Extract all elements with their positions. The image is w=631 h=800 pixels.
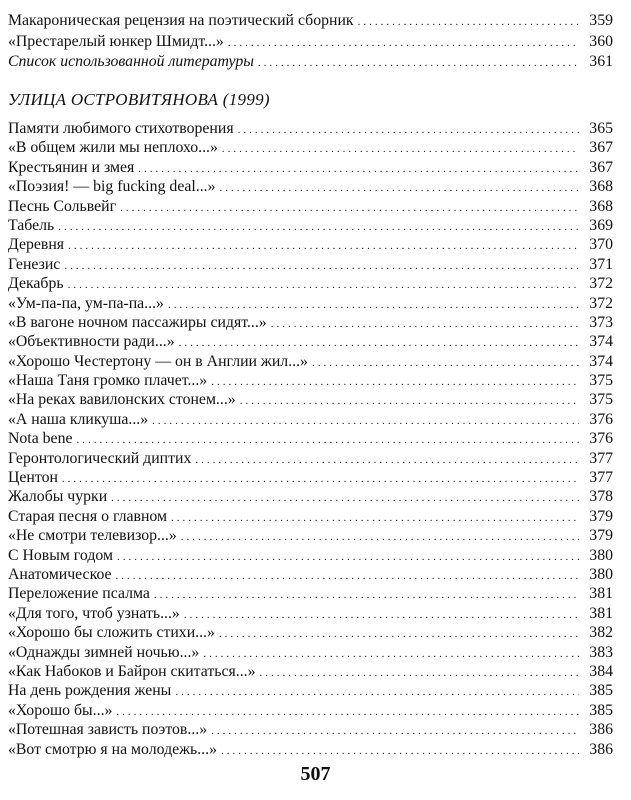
toc-entry bbox=[8, 643, 613, 662]
toc-entry-page: 367 bbox=[589, 139, 613, 157]
toc-entry-page: 385 bbox=[589, 682, 613, 700]
toc-entry-page: 377 bbox=[589, 449, 613, 467]
toc-entry-title: «Престарелый юнкер Шмидт...» bbox=[8, 32, 224, 50]
dot-leader bbox=[58, 218, 579, 237]
toc-entry-title: Табель bbox=[8, 216, 55, 234]
toc-entry-title: «Хорошо бы сложить стихи...» bbox=[8, 624, 215, 642]
toc-entry-page: 379 bbox=[589, 507, 613, 525]
toc-entry-page: 370 bbox=[589, 236, 613, 254]
toc-entry-page: 379 bbox=[589, 527, 613, 545]
dot-leader bbox=[312, 354, 579, 373]
toc-entry-title: Крестьянин и змея bbox=[8, 158, 135, 176]
dot-leader bbox=[211, 373, 579, 392]
toc-entry-title: Nota bene bbox=[8, 430, 73, 448]
toc-entry bbox=[8, 681, 613, 700]
dot-leader bbox=[68, 237, 579, 256]
toc-entry-page: 380 bbox=[589, 565, 613, 583]
toc-entry-page: 376 bbox=[589, 410, 613, 428]
toc-top-list bbox=[8, 11, 613, 73]
page-number: 507 bbox=[300, 763, 331, 785]
toc-entry-page: 359 bbox=[589, 12, 613, 29]
toc-entry-page: 381 bbox=[589, 585, 613, 603]
toc-entry-page: 371 bbox=[589, 255, 613, 273]
toc-entry-title: «Однажды зимней ночью...» bbox=[8, 643, 200, 661]
toc-entry bbox=[8, 546, 613, 565]
toc-entry-page: 365 bbox=[589, 120, 613, 137]
dot-leader bbox=[181, 528, 579, 547]
toc-entry-title: Песнь Сольвейг bbox=[8, 197, 117, 215]
toc-entry-page: 376 bbox=[589, 430, 613, 448]
toc-entry-title: «На реках вавилонских стонем...» bbox=[8, 391, 236, 409]
dot-leader bbox=[238, 121, 579, 140]
toc-entry bbox=[8, 390, 613, 409]
toc-entry-title: «Поэзия! — big fucking deal...» bbox=[8, 178, 216, 196]
toc-entry-page: 360 bbox=[589, 32, 613, 50]
toc-entry bbox=[8, 662, 613, 681]
toc-entry-title: «Хорошо Честертону — он в Англии жил...» bbox=[8, 352, 308, 370]
toc-entry bbox=[8, 216, 613, 235]
toc-entry bbox=[8, 468, 613, 487]
toc-entry bbox=[8, 158, 613, 177]
toc-entry-title: Деревня bbox=[8, 236, 65, 254]
dot-leader bbox=[116, 567, 579, 586]
toc-entry-title: «А наша кликуша...» bbox=[8, 410, 149, 428]
toc-entry-title: Макароническая рецензия на поэтический сборник bbox=[8, 12, 354, 29]
dot-leader bbox=[62, 470, 579, 489]
toc-entry-title: «Наша Таня громко плачет...» bbox=[8, 372, 208, 390]
toc-entry-page: 372 bbox=[589, 294, 613, 312]
toc-entry bbox=[8, 235, 613, 254]
toc-entry-title: «Вот смотрю я на молодежь...» bbox=[8, 740, 217, 758]
dot-leader bbox=[171, 509, 579, 528]
dot-leader bbox=[260, 664, 579, 683]
toc-entry bbox=[8, 429, 613, 448]
toc-entry-page: 384 bbox=[589, 662, 613, 680]
toc-entry-page: 372 bbox=[589, 275, 613, 293]
toc-entry bbox=[8, 52, 613, 73]
toc-entry bbox=[8, 294, 613, 313]
toc-entry-title: Геронтологический диптих bbox=[8, 449, 192, 467]
toc-entry bbox=[8, 32, 613, 53]
toc-entry bbox=[8, 177, 613, 196]
toc-entry bbox=[8, 313, 613, 332]
toc-entry bbox=[8, 119, 613, 138]
toc-entry-page: 381 bbox=[589, 604, 613, 622]
toc-entry-title: «В вагоне ночном пассажиры сидят...» bbox=[8, 313, 267, 331]
toc-entry bbox=[8, 197, 613, 216]
toc-entry-title: Жалобы чурки bbox=[8, 488, 108, 506]
toc-entry-title: «Не смотри телевизор...» bbox=[8, 527, 177, 545]
toc-entry-page: 375 bbox=[589, 372, 613, 390]
dot-leader bbox=[358, 12, 579, 33]
toc-entry bbox=[8, 352, 613, 371]
toc-entry-page: 386 bbox=[589, 740, 613, 758]
toc-entry-page: 368 bbox=[589, 178, 613, 196]
toc-entry-page: 361 bbox=[589, 53, 613, 70]
toc-entry-page: 374 bbox=[589, 333, 613, 351]
dot-leader bbox=[271, 315, 579, 334]
toc-entry-page: 378 bbox=[589, 488, 613, 506]
dot-leader bbox=[203, 645, 579, 664]
toc-entry-title: «Потешная зависть поэтов...» bbox=[8, 721, 208, 739]
dot-leader bbox=[211, 722, 579, 741]
toc-entry bbox=[8, 410, 613, 429]
toc-entry bbox=[8, 274, 613, 293]
dot-leader bbox=[64, 257, 579, 276]
toc-entry bbox=[8, 740, 613, 759]
toc-entry-title: Центон bbox=[8, 469, 58, 487]
toc-entry-title: «Для того, чтоб узнать...» bbox=[8, 604, 180, 622]
toc-entry-title: «Хорошо бы...» bbox=[8, 701, 113, 719]
toc-entry-page: 373 bbox=[589, 313, 613, 331]
toc-section-list bbox=[8, 119, 613, 759]
toc-entry bbox=[8, 487, 613, 506]
toc-entry bbox=[8, 332, 613, 351]
toc-entry-title: На день рождения жены bbox=[8, 682, 172, 700]
toc-entry bbox=[8, 255, 613, 274]
toc-entry bbox=[8, 720, 613, 739]
toc-entry bbox=[8, 701, 613, 720]
dot-leader bbox=[258, 53, 579, 74]
dot-leader bbox=[221, 742, 579, 761]
toc-entry bbox=[8, 565, 613, 584]
dot-leader bbox=[219, 625, 579, 644]
dot-leader bbox=[240, 392, 579, 411]
toc-entry-title: Старая песня о главном bbox=[8, 507, 168, 525]
toc-entry bbox=[8, 623, 613, 642]
toc-entry bbox=[8, 138, 613, 157]
toc-entry-title: Анатомическое bbox=[8, 565, 112, 583]
toc-entry-page: 377 bbox=[589, 469, 613, 487]
toc-entry-title: Генезис bbox=[8, 255, 61, 273]
toc-entry-title: Переложение псалма bbox=[8, 585, 150, 603]
toc-entry-page: 385 bbox=[589, 701, 613, 719]
toc-entry bbox=[8, 584, 613, 603]
dot-leader bbox=[111, 489, 579, 508]
toc-entry-title: Список использованной литературы bbox=[8, 53, 254, 70]
toc-entry-page: 367 bbox=[589, 158, 613, 176]
dot-leader bbox=[222, 140, 579, 159]
toc-entry bbox=[8, 371, 613, 390]
toc-entry bbox=[8, 526, 613, 545]
toc-entry bbox=[8, 11, 613, 32]
toc-entry bbox=[8, 507, 613, 526]
dot-leader bbox=[228, 33, 579, 54]
toc-entry-page: 383 bbox=[589, 643, 613, 661]
toc-entry-title: «Как Набоков и Байрон скитаться...» bbox=[8, 662, 256, 680]
dot-leader bbox=[220, 179, 580, 198]
section-heading: УЛИЦА ОСТРОВИТЯНОВА (1999) bbox=[8, 90, 270, 109]
toc-entry-page: 386 bbox=[589, 721, 613, 739]
toc-entry-page: 380 bbox=[589, 546, 613, 564]
toc-entry-title: «Ум-па-па, ум-па-па...» bbox=[8, 294, 164, 312]
toc-entry-page: 375 bbox=[589, 391, 613, 409]
toc-entry-title: Памяти любимого стихотворения bbox=[8, 120, 234, 137]
toc-entry-page: 382 bbox=[589, 624, 613, 642]
dot-leader bbox=[154, 586, 579, 605]
toc-entry-page: 369 bbox=[589, 216, 613, 234]
toc-entry bbox=[8, 449, 613, 468]
toc-entry-page: 374 bbox=[589, 352, 613, 370]
dot-leader bbox=[117, 548, 579, 567]
toc-entry-title: Декабрь bbox=[8, 275, 64, 293]
dot-leader bbox=[195, 451, 579, 470]
toc-entry bbox=[8, 604, 613, 623]
toc-entry-title: «В общем жили мы неплохо...» bbox=[8, 139, 218, 157]
dot-leader bbox=[184, 606, 579, 625]
dot-leader bbox=[152, 412, 579, 431]
toc-entry-title: С Новым годом bbox=[8, 546, 113, 564]
toc-entry-title: «Объективности ради...» bbox=[8, 333, 175, 351]
toc-entry-page: 368 bbox=[589, 197, 613, 215]
dot-leader bbox=[175, 683, 579, 702]
dot-leader bbox=[120, 199, 579, 218]
